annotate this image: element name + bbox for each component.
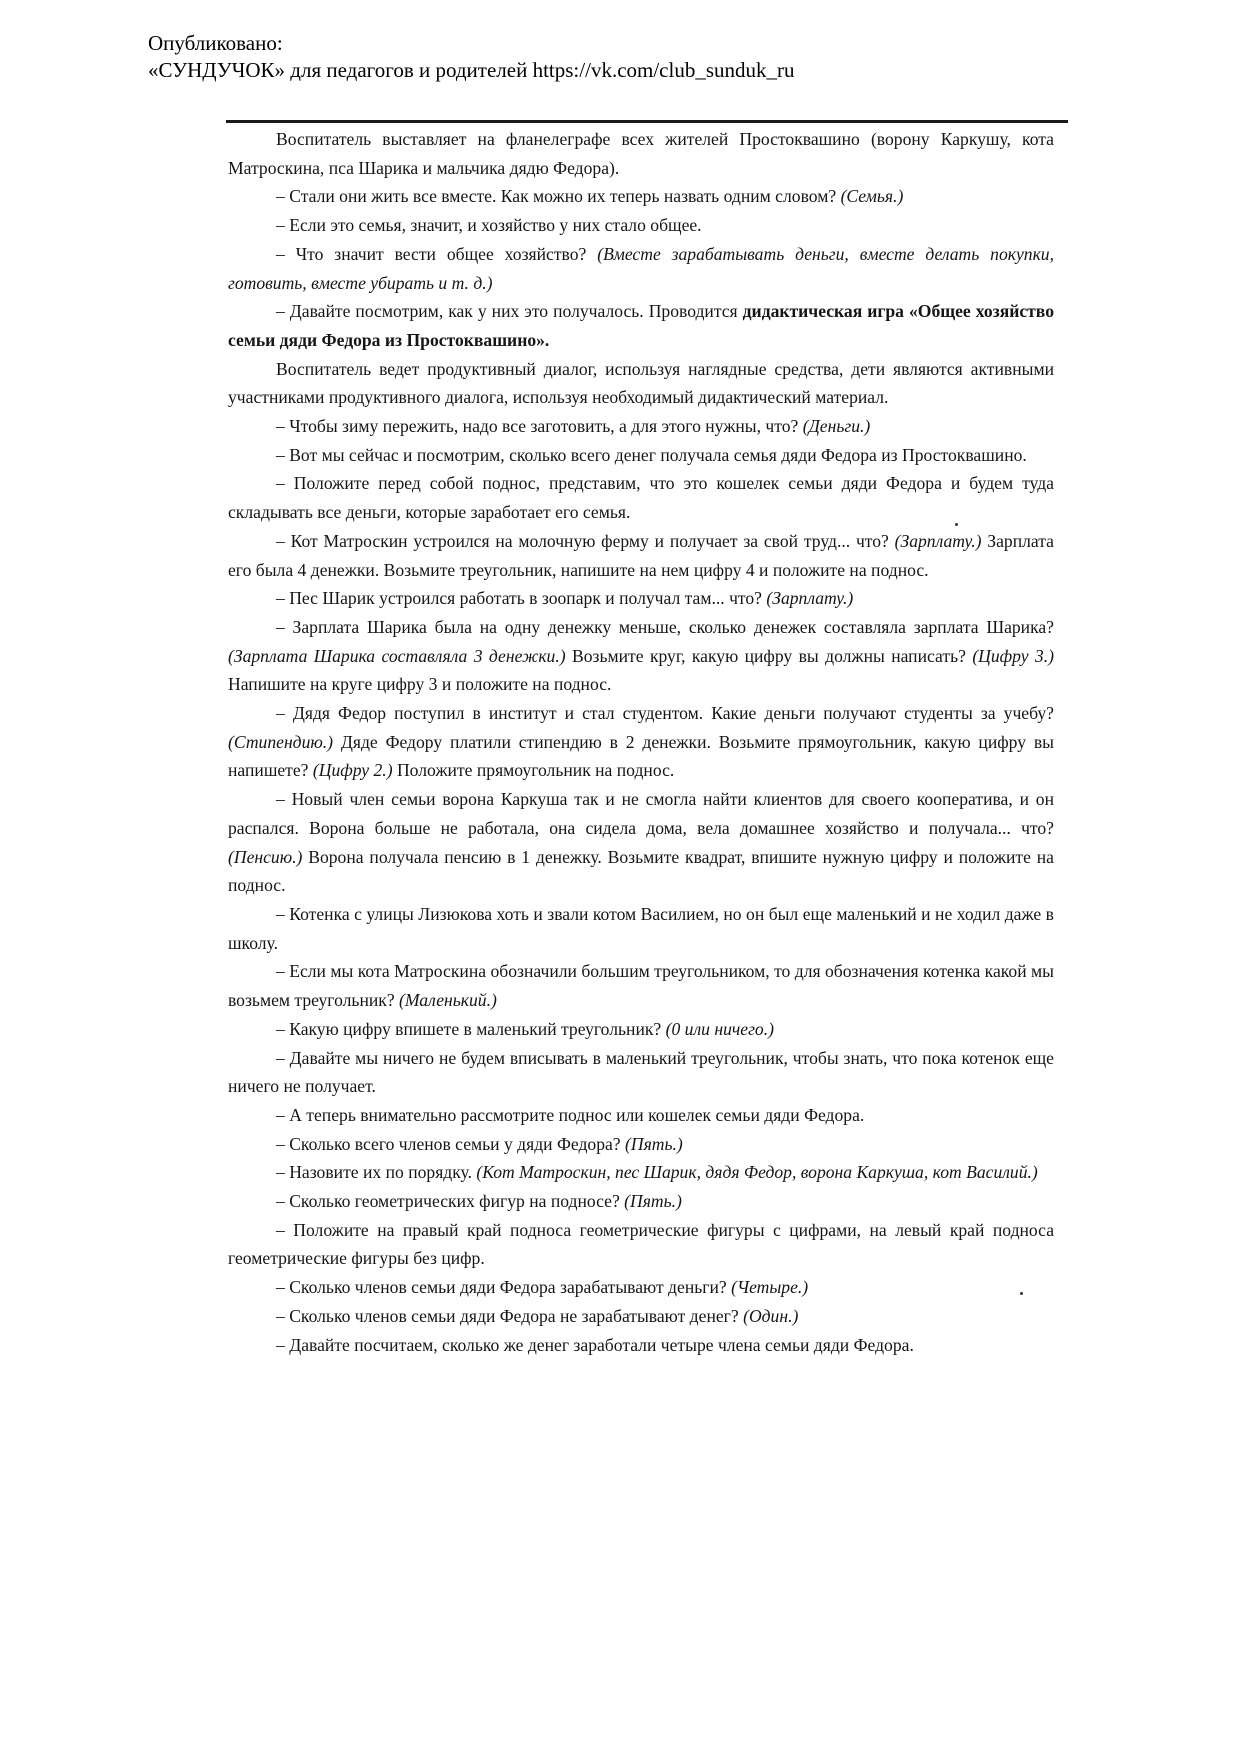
paragraph: – А теперь внимательно рассмотрите поднос или кошелек семьи дяди Федора. <box>276 1104 865 1125</box>
document-body <box>228 125 1054 1359</box>
answer-italic: (Вместе зарабатывать деньги, вместе делать покупки, готовить, вместе убирать и т. д.) <box>228 243 1055 293</box>
paragraph: – Стали они жить все вместе. Как можно их теперь назвать одним словом? (Семья.) <box>276 186 904 207</box>
paragraph: – Положите на правый край подноса геометрические фигуры с цифрами, на левый край подноса геометрические фигуры без цифр. <box>228 1219 1054 1269</box>
published-label: Опубликовано: <box>148 31 283 55</box>
answer-italic: (Кот Матроскин, пес Шарик, дядя Федор, ворона Каркуша, кот Василий.) <box>476 1162 1038 1183</box>
answer-italic: (0 или ничего.) <box>665 1018 774 1039</box>
answer-italic: (Деньги.) <box>802 416 871 437</box>
paragraph: – Положите перед собой поднос, представим, что это кошелек семьи дяди Федора и будем туда складывать все деньги, которые заработает его семья. <box>228 473 1054 523</box>
scan-speck <box>1020 1292 1023 1295</box>
publisher-name: «СУНДУЧОК» для педагогов и родителей <box>148 58 533 82</box>
answer-italic: (Цифру 2.) <box>312 760 393 781</box>
answer-italic: (Пять.) <box>624 1191 682 1212</box>
paragraph: – Сколько всего членов семьи у дяди Федора? (Пять.) <box>276 1133 683 1154</box>
paragraph: Воспитатель ведет продуктивный диалог, используя наглядные средства, дети являются активными участниками продуктивного диалога, используя необходимый дидактический материал. <box>228 358 1054 408</box>
answer-italic: (Зарплату.) <box>894 530 982 551</box>
answer-italic: (Стипендию.) <box>228 731 334 752</box>
paragraph: – Пес Шарик устроился работать в зоопарк и получал там... что? (Зарплату.) <box>276 588 854 609</box>
paragraph: – Кот Матроскин устроился на молочную ферму и получает за свой труд... что? (Зарплату.) Зарплата его была 4 денежки. Возьмите треугольник, напишите на нем цифру 4 и положите на поднос. <box>228 530 1054 580</box>
answer-italic: (Цифру 3.) <box>972 645 1054 666</box>
paragraph: – Давайте посмотрим, как у них это получалось. Проводится дидактическая игра «Общее хозяйство семьи дяди Федора из Простоквашино». <box>228 301 1054 350</box>
paragraph: – Сколько членов семьи дяди Федора зарабатывают деньги? (Четыре.) <box>276 1277 809 1298</box>
answer-italic: (Четыре.) <box>731 1277 809 1298</box>
answer-italic: (Один.) <box>743 1305 799 1326</box>
paragraph: – Если это семья, значит, и хозяйство у них стало общее. <box>276 215 702 236</box>
paragraph: – Какую цифру впишете в маленький треугольник? (0 или ничего.) <box>276 1018 774 1039</box>
publisher-line <box>148 57 795 84</box>
answer-italic: (Пенсию.) <box>228 846 303 867</box>
answer-italic: (Пять.) <box>625 1133 683 1154</box>
scan-speck <box>955 523 958 526</box>
paragraph: – Чтобы зиму пережить, надо все заготовить, а для этого нужны, что? (Деньги.) <box>276 416 871 437</box>
answer-italic: (Зарплату.) <box>766 588 854 609</box>
paragraph: – Дядя Федор поступил в институт и стал студентом. Какие деньги получают студенты за учебу? (Стипендию.) Дяде Федору платили стипендию в 2 денежки. Возьмите прямоугольник, какую цифру вы напишете? (Цифру 2.) Положите прямоугольник на поднос. <box>228 703 1054 781</box>
paragraph: – Зарплата Шарика была на одну денежку меньше, сколько денежек составляла зарплата Шарика? (Зарплата Шарика составляла 3 денежки.) Возьмите круг, какую цифру вы должны написать? (Цифру 3.) Напишите на круге цифру 3 и положите на поднос. <box>228 616 1054 695</box>
publication-header <box>148 30 795 84</box>
paragraph: – Если мы кота Матроскина обозначили большим треугольником, то для обозначения котенка какой мы возьмем треугольник? (Маленький.) <box>228 961 1054 1011</box>
answer-italic: (Зарплата Шарика составляла 3 денежки.) <box>228 645 566 666</box>
paragraph: Воспитатель выставляет на фланелеграфе всех жителей Простоквашино (ворону Каркушу, кота Матроскина, пса Шарика и мальчика дядю Федора). <box>228 129 1054 178</box>
paragraph: – Котенка с улицы Лизюкова хоть и звали котом Василием, но он был еще маленький и не ходил даже в школу. <box>228 903 1054 953</box>
paragraph: – Вот мы сейчас и посмотрим, сколько всего денег получала семья дяди Федора из Простоквашино. <box>276 444 1027 465</box>
game-title-bold: дидактическая игра «Общее хозяйство семьи дяди Федора из Простоквашино». <box>228 301 1054 350</box>
paragraph: – Новый член семьи ворона Каркуша так и не смогла найти клиентов для своего кооператива, и он распался. Ворона больше не работала, она сидела дома, вела домашнее хозяйство и получала... что? (Пенсию.) Ворона получала пенсию в 1 денежку. Возьмите квадрат, впишите нужную цифру и положите на поднос. <box>228 789 1054 896</box>
answer-italic: (Маленький.) <box>399 990 497 1011</box>
paragraph: – Сколько членов семьи дяди Федора не зарабатывают денег? (Один.) <box>276 1305 799 1326</box>
paragraph: – Давайте мы ничего не будем вписывать в маленький треугольник, чтобы знать, что пока котенок еще ничего не получает. <box>228 1047 1054 1097</box>
publisher-link[interactable]: https://vk.com/club_sunduk_ru <box>532 58 795 82</box>
paragraph: – Назовите их по порядку. (Кот Матроскин, пес Шарик, дядя Федор, ворона Каркуша, кот Василий.) <box>276 1162 1038 1183</box>
paragraph: – Давайте посчитаем, сколько же денег заработали четыре члена семьи дяди Федора. <box>276 1334 914 1355</box>
paragraph: – Сколько геометрических фигур на подносе? (Пять.) <box>276 1191 682 1212</box>
page-top-rule <box>226 120 1068 123</box>
answer-italic: (Семья.) <box>840 186 904 207</box>
paragraph: – Что значит вести общее хозяйство? (Вместе зарабатывать деньги, вместе делать покупки, готовить, вместе убирать и т. д.) <box>228 243 1055 293</box>
